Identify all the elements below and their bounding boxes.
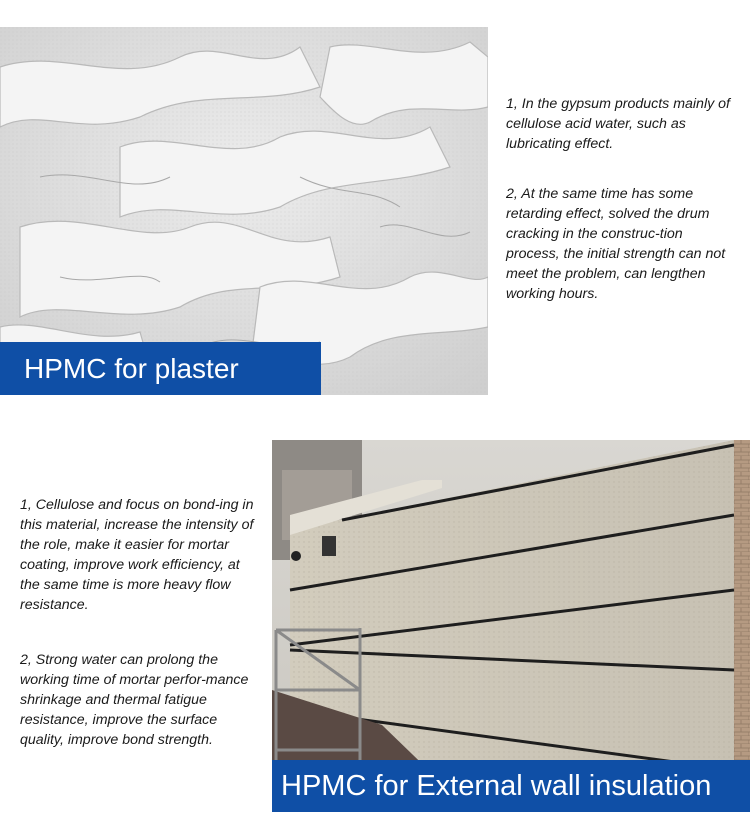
plaster-description [506, 94, 736, 304]
plaster-paragraph-2: 2, At the same time has some retarding effect, solved the drum cracking in the construc-tion process, the initial strength can not meet the problem, can lengthen working hours. [506, 186, 726, 302]
wall-paragraph-1: 1, Cellulose and focus on bond-ing in this material, increase the intensity of the role, make it easier for mortar coating, improve work efficiency, at the same time is more heavy flow resistance. [20, 497, 254, 613]
external-wall-image [272, 440, 750, 812]
plaster-texture-image [0, 27, 488, 395]
wall-caption: HPMC for External wall insulation [272, 760, 750, 812]
plaster-paragraph-1: 1, In the gypsum products mainly of cellulose acid water, such as lubricating effect. [506, 96, 730, 152]
wall-description [20, 495, 256, 750]
wall-section [0, 420, 750, 840]
wall-paragraph-2: 2, Strong water can prolong the working time of mortar perfor-mance shrinkage and thermal fatigue resistance, improve the surface quality, improve bond strength. [20, 652, 249, 748]
plaster-caption: HPMC for plaster [0, 342, 321, 395]
